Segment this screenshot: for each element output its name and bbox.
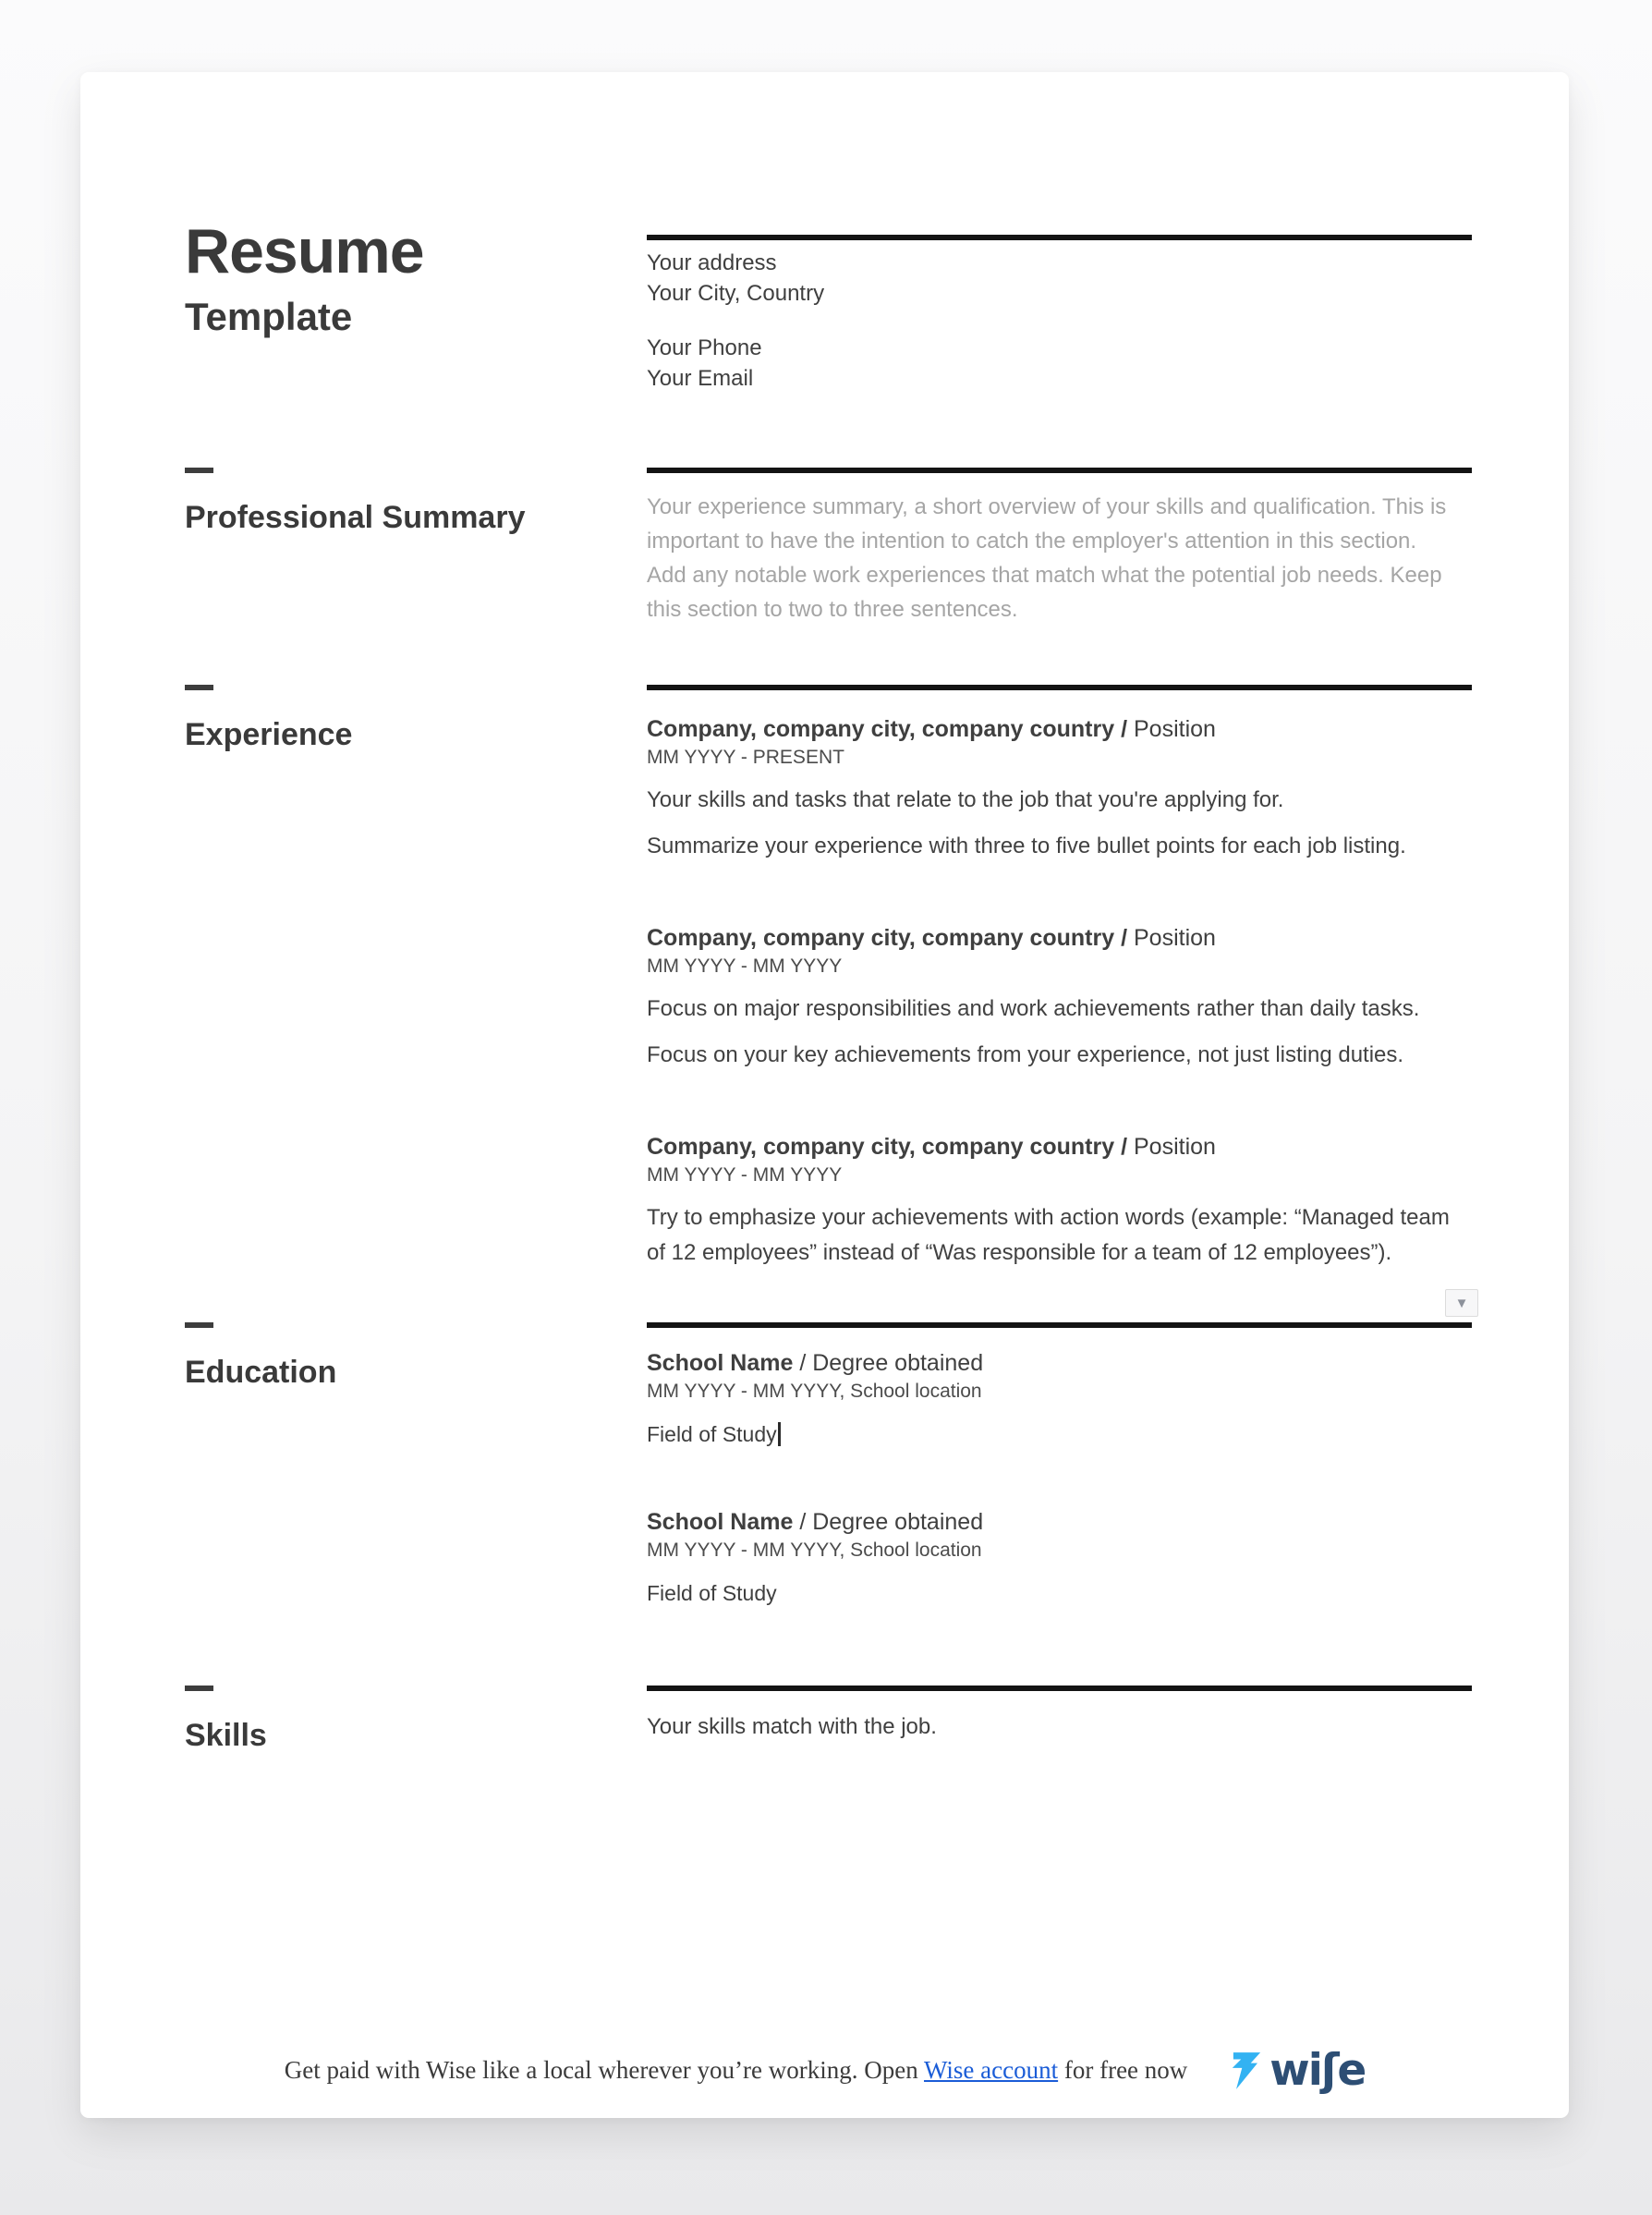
school-name: School Name: [647, 1509, 794, 1535]
summary-placeholder-text: Your experience summary, a short overview of your skills and qualification. This is important to have the intention to catch the employer's attention in this section. Add any notable work experiences that match what the potential job needs. Keep this section to two to three sentences.: [647, 494, 1447, 622]
job-description: Try to emphasize your achievements with action words (example: “Managed team of 12 employees” instead of “Was responsible for a team of 12 employees”).: [647, 1205, 1450, 1265]
section-dash: [185, 685, 213, 690]
section-header: [185, 216, 1472, 394]
job-description: Focus on major responsibilities and work achievements rather than daily tasks.: [647, 996, 1420, 1021]
chevron-down-icon: ▼: [1454, 1295, 1469, 1311]
experience-entry: [647, 1132, 1472, 1271]
wise-flag-icon: [1230, 2050, 1264, 2092]
wise-logo: [1230, 2045, 1366, 2096]
experience-heading: Experience: [185, 717, 353, 752]
title-separator: /: [1121, 925, 1128, 951]
job-dates: MM YYYY - PRESENT: [647, 747, 844, 768]
job-position: Position: [1134, 716, 1216, 742]
footer-text-before-link: Get paid with Wise like a local wherever you’re working. Open: [284, 2056, 924, 2084]
experience-entry: [647, 714, 1472, 864]
wise-wordmark: wiʃe: [1269, 2045, 1366, 2096]
section-skills: [185, 1686, 1472, 1752]
job-dates: MM YYYY - MM YYYY: [647, 1164, 843, 1186]
footer-promo-text: [285, 2056, 1188, 2085]
section-experience: [185, 685, 1472, 1271]
education-entry: [647, 1507, 1472, 1609]
field-of-study: Field of Study: [647, 1418, 1472, 1450]
education-entry: [647, 1348, 1472, 1450]
footer-promo: [80, 2045, 1569, 2096]
title-separator: /: [799, 1509, 807, 1535]
page-title: Resume: [185, 216, 424, 286]
school-title: [647, 1507, 1472, 1537]
section-professional-summary: [185, 468, 1472, 627]
job-dates: MM YYYY - MM YYYY: [647, 955, 843, 977]
section-education: [185, 1295, 1472, 1609]
skills-text: Your skills match with the job.: [647, 1714, 937, 1739]
job-description: Your skills and tasks that relate to the job that you're applying for.: [647, 787, 1284, 812]
contact-block: [647, 248, 1472, 394]
degree-obtained: Degree obtained: [812, 1509, 984, 1535]
job-position: Position: [1134, 1134, 1216, 1160]
wise-account-link[interactable]: Wise account: [924, 2056, 1059, 2084]
company-name: Company, company city, company country: [647, 1134, 1115, 1160]
company-name: Company, company city, company country: [647, 716, 1115, 742]
text-cursor: [778, 1422, 781, 1446]
summary-heading: Professional Summary: [185, 500, 526, 535]
title-separator: /: [799, 1350, 807, 1376]
title-separator: /: [1121, 1134, 1128, 1160]
company-name: Company, company city, company country: [647, 925, 1115, 951]
experience-entry: [647, 923, 1472, 1073]
degree-obtained: Degree obtained: [812, 1350, 984, 1376]
section-dash: [185, 1686, 213, 1691]
job-title: [647, 1132, 1472, 1162]
job-title: [647, 923, 1472, 953]
section-dash: [185, 468, 213, 473]
resume-document-card: [80, 72, 1569, 2118]
job-description: Summarize your experience with three to five bullet points for each job listing.: [647, 834, 1406, 858]
contact-city-country: Your City, Country: [647, 281, 825, 306]
experience-divider: [647, 685, 1472, 690]
contact-address: Your address: [647, 250, 777, 275]
page-subtitle: Template: [185, 295, 353, 338]
school-dates: MM YYYY - MM YYYY, School location: [647, 1381, 982, 1402]
contact-phone: Your Phone: [647, 335, 762, 360]
education-divider: [647, 1322, 1472, 1328]
school-title: [647, 1348, 1472, 1378]
job-title: [647, 714, 1472, 744]
field-of-study: Field of Study: [647, 1581, 777, 1605]
school-name: School Name: [647, 1350, 794, 1376]
title-separator: /: [1121, 716, 1128, 742]
skills-heading: Skills: [185, 1718, 267, 1753]
section-dash: [185, 1322, 213, 1328]
summary-divider: [647, 468, 1472, 473]
job-position: Position: [1134, 925, 1216, 951]
contact-email: Your Email: [647, 366, 754, 391]
school-dates: MM YYYY - MM YYYY, School location: [647, 1540, 982, 1561]
document-content: [80, 72, 1569, 1752]
scroll-dropdown-button[interactable]: [1445, 1289, 1478, 1317]
skills-divider: [647, 1686, 1472, 1691]
footer-text-after-link: for free now: [1058, 2056, 1188, 2084]
header-divider: [647, 235, 1472, 240]
education-heading: Education: [185, 1355, 337, 1390]
job-description: Focus on your key achievements from your experience, not just listing duties.: [647, 1042, 1404, 1067]
